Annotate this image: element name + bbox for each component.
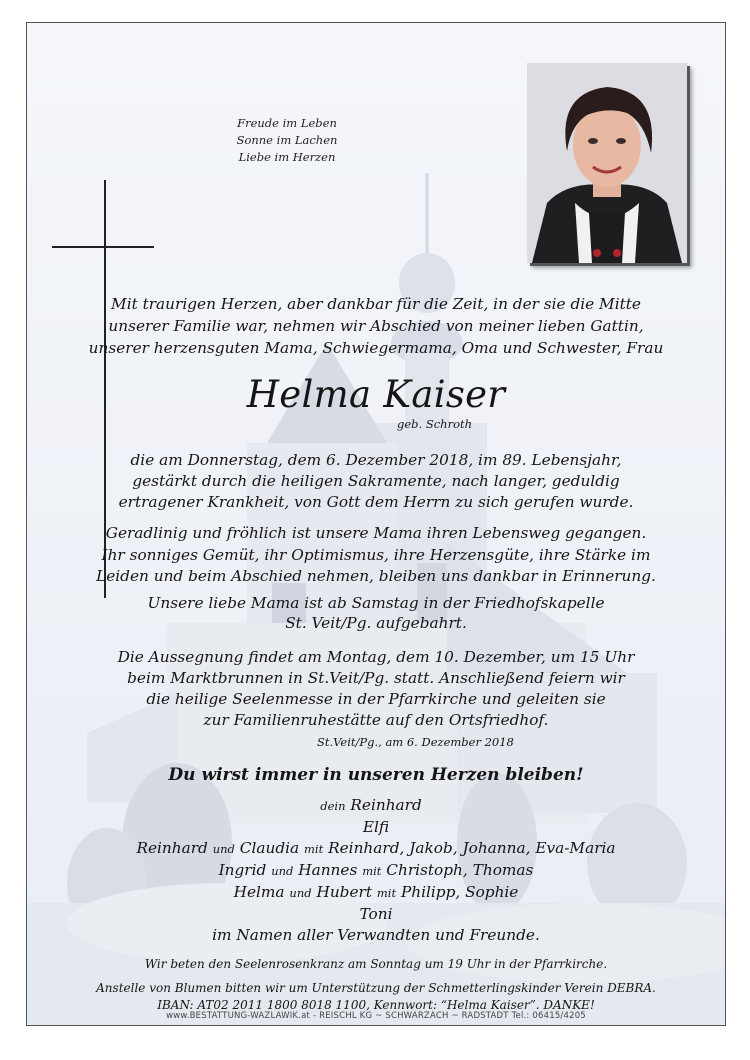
paragraph-line: Unsere liebe Mama ist ab Samstag in der Friedhofskapelle <box>147 594 605 612</box>
obituary-card <box>26 22 726 1026</box>
viewing-paragraph <box>27 593 725 633</box>
family-name: Reinhard <box>136 839 208 857</box>
paragraph-line: ertragener Krankheit, von Gott dem Herrn zu sich gerufen wurde. <box>118 493 634 511</box>
family-name: Philipp, Sophie <box>400 883 519 901</box>
family-list <box>27 795 725 946</box>
funeral-paragraph <box>27 647 725 731</box>
family-line <box>27 882 725 904</box>
intro-line: Mit traurigen Herzen, aber dankbar für die Zeit, in der sie die Mitte <box>111 295 641 313</box>
paragraph-line: Leiden und beim Abschied nehmen, bleiben uns dankbar in Erinnerung. <box>96 567 656 585</box>
family-prefix: dein <box>320 799 346 813</box>
family-line: Elfi <box>362 818 390 836</box>
family-connector: mit <box>304 842 324 856</box>
paragraph-line: die heilige Seelenmesse in der Pfarrkirche und geleiten sie <box>146 690 606 708</box>
donation-note <box>27 980 725 1014</box>
birth-name: geb. Schroth <box>397 417 473 431</box>
family-line: im Namen aller Verwandten und Freunde. <box>212 926 540 944</box>
paragraph-line: die am Donnerstag, dem 6. Dezember 2018, im 89. Lebensjahr, <box>130 451 622 469</box>
family-name: Hubert <box>316 883 372 901</box>
family-name: Helma <box>233 883 285 901</box>
motto-line: Freude im Leben <box>237 116 337 130</box>
life-paragraph <box>27 523 725 588</box>
intro-line: unserer herzensguten Mama, Schwiegermama, Oma und Schwester, Frau <box>88 339 664 357</box>
intro-text <box>27 293 725 359</box>
family-connector: und <box>212 842 235 856</box>
family-line <box>27 838 725 860</box>
family-name: Hannes <box>298 861 358 879</box>
motto-line: Sonne im Lachen <box>236 133 338 147</box>
paragraph-line: gestärkt durch die heiligen Sakramente, nach langer, geduldig <box>132 472 620 490</box>
deceased-name: Helma Kaiser <box>246 373 506 416</box>
intro-line: unserer Familie war, nehmen wir Abschied von meiner lieben Gattin, <box>108 317 644 335</box>
family-connector: und <box>289 886 312 900</box>
paragraph-line: Die Aussegnung findet am Montag, dem 10. Dezember, um 15 Uhr <box>117 648 635 666</box>
paragraph-line: beim Marktbrunnen in St.Veit/Pg. statt. Anschließend feiern wir <box>127 669 625 687</box>
donation-line: IBAN: AT02 2011 1800 8018 1100, Kennwort: “Helma Kaiser”. DANKE! <box>157 998 595 1012</box>
family-name: Reinhard, Jakob, Johanna, Eva-Maria <box>328 839 616 857</box>
family-line <box>27 860 725 882</box>
paragraph-line: Ihr sonniges Gemüt, ihr Optimismus, ihre Herzensgüte, ihre Stärke im <box>101 545 651 564</box>
family-connector: mit <box>362 864 382 878</box>
family-line: Toni <box>359 905 393 923</box>
paragraph-line: St. Veit/Pg. aufgebahrt. <box>285 614 467 632</box>
death-paragraph <box>27 450 725 513</box>
donation-line: Anstelle von Blumen bitten wir um Unterstützung der Schmetterlingskinder Verein DEBRA. <box>96 981 656 995</box>
prayer-note: Wir beten den Seelenrosenkranz am Sonntag um 19 Uhr in der Pfarrkirche. <box>144 957 608 971</box>
family-name: Ingrid <box>218 861 267 879</box>
undertaker-footer: www.BESTATTUNG-WAZLAWIK.at - REISCHL KG ~ SCHWARZACH ~ RADSTADT Tel.: 06415/4205 <box>166 1011 586 1021</box>
family-name: Reinhard <box>350 796 422 814</box>
family-name: Christoph, Thomas <box>386 861 534 879</box>
motto <box>187 115 387 166</box>
family-name: Claudia <box>239 839 300 857</box>
place-date: St.Veit/Pg., am 6. Dezember 2018 <box>317 735 514 749</box>
family-line-husband <box>27 795 725 817</box>
family-connector: und <box>271 864 294 878</box>
portrait-photo <box>527 63 687 263</box>
closing-motto: Du wirst immer in unseren Herzen bleiben! <box>168 765 584 785</box>
cross-icon-bar <box>52 246 154 248</box>
motto-line: Liebe im Herzen <box>238 150 336 164</box>
paragraph-line: zur Familienruhestätte auf den Ortsfriedhof. <box>203 711 549 729</box>
family-connector: mit <box>376 886 397 900</box>
paragraph-line: Geradlinig und fröhlich ist unsere Mama ihren Lebensweg gegangen. <box>105 524 647 542</box>
